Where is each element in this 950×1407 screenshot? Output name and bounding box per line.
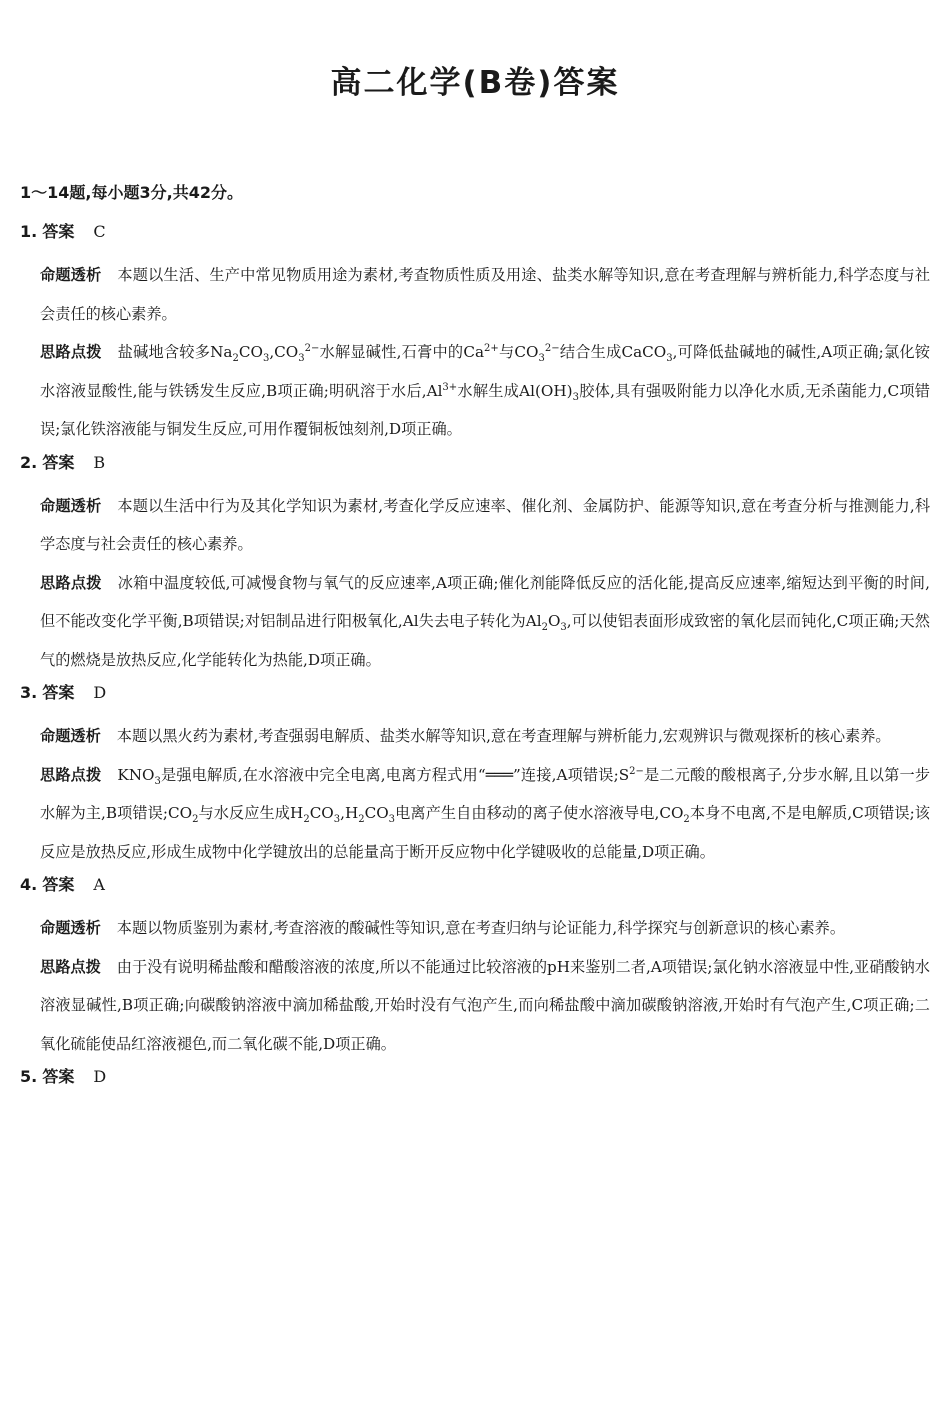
answer-choice: A [93, 875, 105, 894]
section-intro: 1～14题,每小题3分,共42分。 [20, 183, 243, 202]
hint-paragraph [40, 948, 930, 1064]
answer-line [0, 218, 950, 256]
question-1 [0, 218, 950, 449]
hint-text: 冰箱中温度较低,可减慢食物与氧气的反应速率,A项正确;催化剂能降低反应的活化能,提高反应速率,缩短达到平衡的时间,但不能改变化学平衡,B项错误;对铝制品进行阳极氧化,Al失去电子转化为$Al_2O_3$,可以使铝表面形成致密的氧化层而钝化,C项正确;天然气的燃烧是放热反应,化学能转化为热能,D项正确。 [40, 573, 931, 669]
analysis-paragraph [40, 717, 930, 756]
hint-paragraph [40, 564, 930, 680]
answer-label: 答案 [42, 452, 75, 472]
hint-text: 盐碱地含较多$Na_2CO_3,CO_3^{2-}$水解显碱性,石膏中的$Ca^{2+}$与$CO_3^{2-}$结合生成CaCO$_3$,可降低盐碱地的碱性,A项正确;氯化铵水溶液显酸性,能与铁锈发生反应,B项正确;明矾溶于水后$,Al^{3+}$水解生成$Al(OH)_3$胶体,具有强吸附能力以净化水质,无杀菌能力,C项错误;氯化铁溶液能与铜发生反应,可用作覆铜板蚀刻剂,D项正确。 [40, 342, 930, 438]
answer-label: 答案 [42, 1067, 75, 1086]
hint-label: 思路点拨 [40, 343, 102, 361]
page-title: 高二化学(B卷)答案 [330, 65, 620, 101]
answer-label: 答案 [42, 222, 75, 241]
analysis-label: 命题透析 [40, 727, 101, 745]
answer-choice: D [93, 1067, 107, 1086]
answer-choice: B [93, 452, 106, 472]
question-number: 2. [20, 452, 38, 472]
question-5 [0, 1063, 950, 1101]
answer-choice: D [93, 683, 107, 702]
answer-list [0, 218, 950, 1101]
analysis-text: 本题以生活中行为及其化学知识为素材,考查化学反应速率、催化剂、金属防护、能源等知识,意在考查分析与推测能力,科学态度与社会责任的核心素养。 [40, 496, 931, 553]
hint-paragraph [40, 333, 930, 449]
answer-line [0, 449, 950, 487]
question-3 [0, 679, 950, 871]
hint-label: 思路点拨 [40, 957, 101, 976]
question-number: 3. [20, 683, 38, 702]
analysis-paragraph [40, 909, 930, 948]
hint-label: 思路点拨 [40, 765, 102, 784]
analysis-text: 本题以物质鉴别为素材,考查溶液的酸碱性等知识,意在考查归纳与论证能力,科学探究与创新意识的核心素养。 [116, 919, 846, 937]
hint-label: 思路点拨 [40, 573, 102, 592]
question-number: 5. [20, 1067, 38, 1086]
analysis-text: 本题以黑火药为素材,考查强弱电解质、盐类水解等知识,意在考查理解与辨析能力,宏观辨识与微观探析的核心素养。 [116, 727, 891, 745]
hint-paragraph [40, 756, 930, 872]
answer-line [0, 871, 950, 909]
answer-label: 答案 [42, 683, 75, 702]
answer-line [0, 679, 950, 717]
hint-text: $KNO_3$是强电解质,在水溶液中完全电离,电离方程式用“═══”连接,A项错误$;S^{2-}$是二元酸的酸根离子,分步水解,且以第一步水解为主,B项错误$;CO_2$与水反应生成$H_2CO_3,H_2CO_3$电离产生自由移动的离子使水溶液导电$,CO_2$本身不电离,不是电解质,C项错误;该反应是放热反应,形成生成物中化学键放出的总能量高于断开反应物中化学键吸收的总能量,D项正确。 [40, 765, 931, 861]
question-2 [0, 449, 950, 680]
answer-line [0, 1063, 950, 1101]
analysis-label: 命题透析 [40, 266, 102, 284]
answer-label: 答案 [42, 875, 75, 894]
analysis-text: 本题以生活、生产中常见物质用途为素材,考查物质性质及用途、盐类水解等知识,意在考查理解与辨析能力,科学态度与社会责任的核心素养。 [40, 266, 931, 323]
question-number: 4. [20, 875, 38, 894]
question-4 [0, 871, 950, 1063]
answer-choice: C [93, 222, 106, 241]
analysis-paragraph [40, 256, 930, 333]
analysis-label: 命题透析 [40, 496, 102, 515]
analysis-paragraph [40, 487, 930, 564]
hint-text: 由于没有说明稀盐酸和醋酸溶液的浓度,所以不能通过比较溶液的pH来鉴别二者,A项错误;氯化钠水溶液显中性,亚硝酸钠水溶液显碱性,B项正确;向碳酸钠溶液中滴加稀盐酸,开始时没有气泡产生,而向稀盐酸中滴加碳酸钠溶液,开始时有气泡产生,C项正确;二氧化硫能使品红溶液褪色,而二氧化碳不能,D项正确。 [40, 957, 930, 1053]
analysis-label: 命题透析 [40, 919, 101, 937]
question-number: 1. [20, 222, 38, 241]
